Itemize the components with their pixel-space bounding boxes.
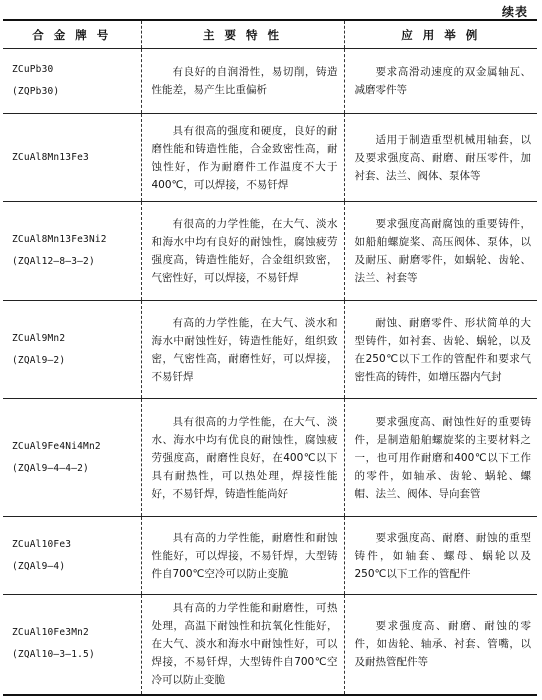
alloy-old-code: (ZQAl10—3—1.5) xyxy=(12,649,95,661)
applications-text: 要求强度高、耐磨、耐蚀的重型铸件，如轴套、螺母、蜗轮以及250℃以下工作的管配件 xyxy=(354,531,531,580)
header-alloy-grade: 合 金 牌 号 xyxy=(3,20,141,49)
applications-text: 要求高滑动速度的双金属轴瓦、减磨零件等 xyxy=(354,66,531,96)
applications-cell xyxy=(344,49,537,114)
applications-cell xyxy=(344,202,537,301)
applications-text: 要求强度高、耐磨、耐蚀的零件，如齿轮、轴承、衬套、管嘴，以及耐热管配件等 xyxy=(354,620,531,669)
alloy-grade-cell xyxy=(3,517,141,595)
properties-text: 具有很高的力学性能，在大气、淡水、海水中均有优良的耐蚀性，腐蚀疲劳强度高，耐磨性良好，在400℃以下具有耐热性，可以热处理，焊接性能好，不易钎焊，铸造性能尚好 xyxy=(151,415,338,500)
table-row xyxy=(3,399,537,517)
applications-cell xyxy=(344,517,537,595)
alloy-name: ZCuAl9Mn2 xyxy=(12,332,66,344)
alloy-name: ZCuAl10Fe3Mn2 xyxy=(12,627,89,639)
alloy-old-code: (ZQAl9—4—4—2) xyxy=(12,462,89,474)
properties-text: 有很高的力学性能，在大气、淡水和海水中均有良好的耐蚀性，腐蚀疲劳强度高，铸造性能好，合金组织致密，气密性好，可以焊接，不易钎焊 xyxy=(151,218,338,284)
alloy-old-code: (ZQAl9—4) xyxy=(12,560,66,572)
alloy-grade-cell xyxy=(3,114,141,202)
applications-text: 耐蚀、耐磨零件、形状简单的大型铸件，如衬套、齿轮、蜗轮，以及在250℃以下工作的管配件和要求气密性高的铸件，如增压器内气封 xyxy=(354,316,531,383)
applications-cell xyxy=(344,399,537,517)
continued-label: 续表 xyxy=(501,5,528,19)
properties-cell xyxy=(141,399,344,517)
alloy-name: ZCuAl8Mn13Fe3Ni2 xyxy=(12,234,107,245)
alloy-old-code: (ZQAl9—2) xyxy=(12,354,66,366)
table-row xyxy=(3,301,537,399)
properties-cell xyxy=(141,595,344,695)
alloy-name: ZCuAl10Fe3 xyxy=(12,538,72,550)
table-row xyxy=(3,114,537,202)
alloy-grade-cell xyxy=(3,399,141,517)
alloy-grade-cell xyxy=(3,202,141,301)
alloy-table xyxy=(3,19,537,696)
alloy-name: ZCuAl9Fe4Ni4Mn2 xyxy=(12,440,101,452)
properties-text: 具有很高的强度和硬度，良好的耐磨性能和铸造性能，合金致密性高，耐蚀性好，作为耐磨件工作温度不大于400℃，可以焊接，不易钎焊 xyxy=(151,124,338,191)
properties-text: 具有高的力学性能，耐磨性和耐蚀性能好，可以焊接，不易钎焊，大型铸件自700℃空冷可以防止变脆 xyxy=(151,531,338,580)
alloy-old-code: (ZQPb30) xyxy=(12,86,60,97)
properties-cell xyxy=(141,517,344,595)
properties-cell xyxy=(141,114,344,202)
alloy-name: ZCuAl8Mn13Fe3 xyxy=(12,151,89,163)
alloy-grade-cell xyxy=(3,49,141,114)
applications-cell xyxy=(344,114,537,202)
header-application-examples: 应 用 举 例 xyxy=(344,20,537,49)
table-row xyxy=(3,517,537,595)
properties-cell xyxy=(141,301,344,399)
applications-text: 要求强度高耐腐蚀的重要铸件，如船舶螺旋桨、高压阀体、泵体，以及耐压、耐磨零件，如蜗轮、齿轮、法兰、衬套等 xyxy=(354,218,531,284)
alloy-grade-cell xyxy=(3,301,141,399)
applications-cell xyxy=(344,595,537,695)
table-row xyxy=(3,595,537,695)
properties-text: 有良好的自润滑性，易切削，铸造性能差，易产生比重偏析 xyxy=(151,66,338,96)
alloy-old-code: (ZQAl12—8—3—2) xyxy=(12,256,95,267)
properties-cell xyxy=(141,49,344,114)
properties-cell xyxy=(141,202,344,301)
alloy-grade-cell xyxy=(3,595,141,695)
header-main-properties: 主 要 特 性 xyxy=(141,20,344,49)
table-row xyxy=(3,202,537,301)
applications-cell xyxy=(344,301,537,399)
applications-text: 适用于制造重型机械用轴套，以及要求强度高、耐磨、耐压零件，加衬套、法兰、阀体、泵体等 xyxy=(354,133,531,182)
table-row xyxy=(3,49,537,114)
applications-text: 要求强度高、耐蚀性好的重要铸件，是制造船舶螺旋桨的主要材料之一，也可用作耐磨和400℃以下工作的零件，如轴承、齿轮、蜗轮、螺帽、法兰、阀体、导向套管 xyxy=(354,415,531,500)
properties-text: 具有高的力学性能和耐磨性，可热处理，高温下耐蚀性和抗氧化性能好，在大气、淡水和海水中耐蚀性好，可以焊接，不易钎焊，大型铸件自700℃空冷可以防止变脆 xyxy=(151,602,338,687)
alloy-name: ZCuPb30 xyxy=(12,64,54,75)
properties-text: 有高的力学性能，在大气、淡水和海水中耐蚀性好，铸造性能好，组织致密，气密性高，耐磨性好，可以焊接，不易钎焊 xyxy=(151,316,338,383)
table-header-row xyxy=(3,20,537,49)
